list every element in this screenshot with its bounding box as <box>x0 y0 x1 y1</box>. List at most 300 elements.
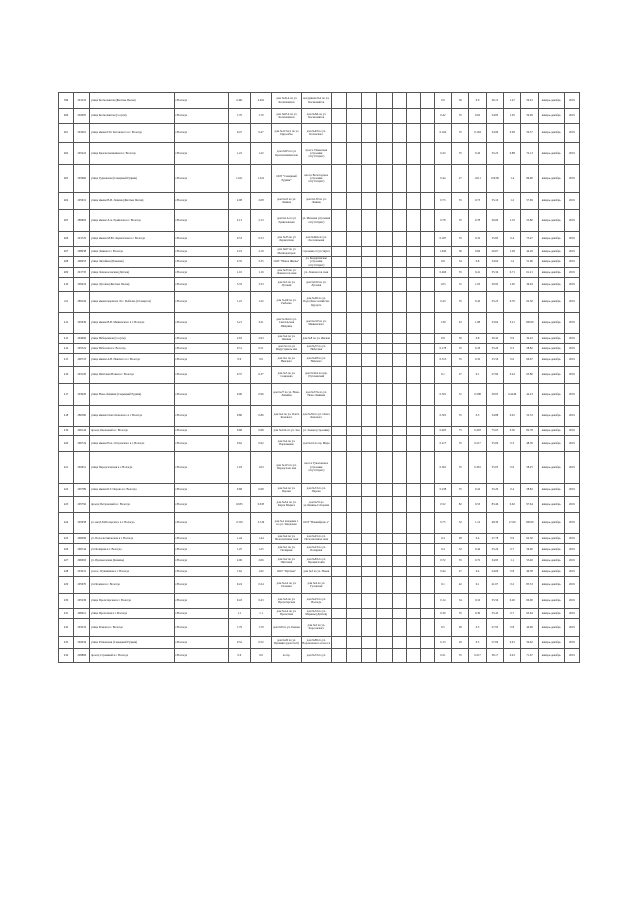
cell-empty <box>347 109 362 124</box>
cell-pct: 35.25 <box>486 143 503 165</box>
cell-empty <box>331 608 346 618</box>
cell-empty <box>392 124 406 143</box>
cell-period: январь-декабрь <box>538 512 564 533</box>
cell-city: г.Вологда <box>174 93 228 109</box>
cell-l1: 2.19 <box>229 247 251 257</box>
cell-b: 56.00 <box>521 543 538 555</box>
cell-b: 53.40 <box>521 555 538 566</box>
cell-city: г.Вологда <box>174 165 228 193</box>
cell-city: г.Вологда <box>174 648 228 662</box>
cell-s1: 27 <box>452 566 469 576</box>
cell-s2: 0.8 <box>469 257 486 268</box>
table-row <box>59 333 580 343</box>
cell-l1: 0.6 <box>229 648 251 662</box>
cell-year: 2019 <box>564 267 579 277</box>
cell-s2: 0.44 <box>469 543 486 555</box>
cell-from: дом №115А/1 по ул Царселбы <box>272 124 301 143</box>
cell-to: дом №3 по ул. Новая <box>301 566 331 576</box>
table-row <box>59 109 580 124</box>
table-row <box>59 636 580 648</box>
cell-empty <box>392 257 406 268</box>
cell-l1: 2.35 <box>229 257 251 268</box>
cell-empty <box>347 312 362 333</box>
cell-empty <box>377 576 392 593</box>
cell-l1: 0.635 <box>229 496 251 512</box>
cell-period: январь-декабрь <box>538 312 564 333</box>
cell-empty <box>406 93 420 109</box>
cell-period: январь-декабрь <box>538 618 564 636</box>
cell-b: 58.82 <box>521 343 538 353</box>
cell-empty <box>420 608 434 618</box>
cell-b: 52.33 <box>521 405 538 426</box>
cell-w: 0.361 <box>434 451 451 483</box>
cell-empty <box>331 483 346 496</box>
cell-empty <box>420 405 434 426</box>
cell-l2: 0.635 <box>250 496 272 512</box>
cell-empty <box>420 566 434 576</box>
cell-s2: 0.78 <box>469 210 486 232</box>
cell-b: 66.67 <box>521 353 538 366</box>
cell-empty <box>331 555 346 566</box>
cell-l2: 2.491 <box>250 93 272 109</box>
cell-w: 0.75 <box>434 512 451 533</box>
cell-empty <box>377 383 392 405</box>
cell-name: проезд Стремный в г. Вологда <box>90 648 174 662</box>
cell-from: дом №4 по ул. Ямская <box>272 333 301 343</box>
cell-b: 82.78 <box>521 426 538 435</box>
cell-code: 202005 <box>74 109 90 124</box>
cell-s2: 0.5 <box>469 618 486 636</box>
cell-name: ул.Полевая в г. Вологда <box>90 576 174 593</box>
cell-empty <box>420 366 434 383</box>
cell-pct: 35.34 <box>486 267 503 277</box>
cell-to: дом №45 по ул. Полоскотниче ская <box>301 533 331 543</box>
cell-empty <box>392 193 406 210</box>
cell-empty <box>406 451 420 483</box>
cell-period: январь-декабрь <box>538 451 564 483</box>
cell-from: дом №67 по ул Мелиораторов <box>272 247 301 257</box>
cell-l1: 0.43 <box>229 593 251 608</box>
table-row <box>59 405 580 426</box>
cell-empty <box>331 496 346 512</box>
cell-empty <box>331 648 346 662</box>
cell-l2: 0.37 <box>250 366 272 383</box>
cell-from: дом №33 по ул Ломоносов ская <box>272 267 301 277</box>
cell-b: 72.13 <box>521 143 538 165</box>
cell-name: улица Парадсловская в г. Вологда <box>90 451 174 483</box>
cell-n: 426 <box>59 543 74 555</box>
cell-empty <box>406 618 420 636</box>
cell-l1: 0.51 <box>229 343 251 353</box>
cell-s2: 0.43 <box>469 143 486 165</box>
cell-empty <box>377 109 392 124</box>
cell-empty <box>392 333 406 343</box>
cell-city: г.Вологда <box>174 636 228 648</box>
cell-from: дом №52А по ул. Зоя <box>272 426 301 435</box>
table-row <box>59 533 580 543</box>
cell-empty <box>406 512 420 533</box>
cell-s1: 28 <box>452 618 469 636</box>
cell-n: 412 <box>59 312 74 333</box>
cell-name: улица Космонавтов (Желтые Пески) <box>90 93 174 109</box>
cell-city: г.Вологда <box>174 555 228 566</box>
cell-empty <box>347 383 362 405</box>
cell-year: 2019 <box>564 618 579 636</box>
cell-empty <box>406 593 420 608</box>
cell-s1: 35 <box>452 291 469 312</box>
cell-city: г.Вологда <box>174 576 228 593</box>
cell-name: улица имени М.Ю. Лермонтова в г. Вологда <box>90 232 174 247</box>
cell-empty <box>331 533 346 543</box>
cell-s2: 0.217 <box>469 648 486 662</box>
cell-pct: 35.85 <box>486 232 503 247</box>
cell-l2: 1.611 <box>250 165 272 193</box>
cell-empty <box>347 333 362 343</box>
cell-pct: 41.67 <box>486 576 503 593</box>
cell-empty <box>392 353 406 366</box>
cell-n: 429 <box>59 576 74 593</box>
cell-empty <box>347 193 362 210</box>
cell-empty <box>392 277 406 291</box>
cell-empty <box>362 405 377 426</box>
cell-name: улица Ратковская (Сырецкий Рудник) <box>90 636 174 648</box>
cell-l2: 2.08 <box>250 193 272 210</box>
cell-b: 57.69 <box>521 193 538 210</box>
cell-n: 401 <box>59 124 74 143</box>
cell-n: 407 <box>59 247 74 257</box>
cell-empty <box>362 426 377 435</box>
cell-code: 203920 <box>74 383 90 405</box>
cell-empty <box>377 648 392 662</box>
cell-pct: 20.67 <box>486 247 503 257</box>
cell-s2: 0.84 <box>469 247 486 257</box>
cell-a: 3.21 <box>504 312 521 333</box>
cell-s1: 35 <box>452 555 469 566</box>
cell-w: 0.4 <box>434 543 451 555</box>
cell-empty <box>347 232 362 247</box>
cell-period: январь-декабрь <box>538 343 564 353</box>
cell-l2: 1.22 <box>250 143 272 165</box>
cell-to: дом №2 по ул. Херсонского <box>301 618 331 636</box>
cell-empty <box>331 566 346 576</box>
cell-s1: 75 <box>452 426 469 435</box>
cell-pct: 34.88 <box>486 405 503 426</box>
cell-a: 0.56 <box>504 426 521 435</box>
cell-empty <box>377 210 392 232</box>
cell-city: г.Вологда <box>174 257 228 268</box>
cell-empty <box>420 383 434 405</box>
cell-to: дом №210 по ул. Маяковского <box>301 312 331 333</box>
cell-w: 0.301 <box>434 383 451 405</box>
cell-code: 296744 <box>74 543 90 555</box>
cell-empty <box>331 426 346 435</box>
cell-b: 100.00 <box>521 512 538 533</box>
cell-s1: 35 <box>452 608 469 618</box>
cell-name: улица имени В.В. Маяковского в г. Вологда <box>90 312 174 333</box>
cell-period: январь-декабрь <box>538 576 564 593</box>
table-row <box>59 555 580 566</box>
cell-period: январь-декабрь <box>538 636 564 648</box>
cell-to: дом №83 по ул. Промысловая <box>301 555 331 566</box>
cell-code: 205658 <box>74 512 90 533</box>
cell-empty <box>377 543 392 555</box>
cell-l2: 0.6 <box>250 648 272 662</box>
cell-b: 59.62 <box>521 636 538 648</box>
cell-period: январь-декабрь <box>538 543 564 555</box>
cell-l1: 3.21 <box>229 312 251 333</box>
cell-empty <box>392 366 406 383</box>
table-row <box>59 496 580 512</box>
cell-pct: 34.99 <box>486 124 503 143</box>
cell-empty <box>377 312 392 333</box>
cell-n: 416 <box>59 366 74 383</box>
cell-empty <box>406 267 420 277</box>
cell-l1: 0.68 <box>229 483 251 496</box>
cell-empty <box>362 566 377 576</box>
cell-w: 1.39 <box>434 312 451 333</box>
cell-a: 0.7 <box>504 608 521 618</box>
cell-pct: 36.00 <box>486 210 503 232</box>
cell-pct: 34.95 <box>486 555 503 566</box>
cell-period: январь-декабрь <box>538 124 564 143</box>
cell-from: дом №4 по ул. Полоскотниче ская <box>272 533 301 543</box>
cell-empty <box>377 451 392 483</box>
table-row <box>59 593 580 608</box>
cell-empty <box>347 257 362 268</box>
road-register-table <box>58 92 580 663</box>
cell-name: улица Луговая (Желтые Пески) <box>90 277 174 291</box>
cell-year: 2019 <box>564 343 579 353</box>
cell-empty <box>406 496 420 512</box>
cell-b: 44.69 <box>521 618 538 636</box>
cell-w: 0.9 <box>434 93 451 109</box>
cell-empty <box>420 93 434 109</box>
cell-b: 75.47 <box>521 232 538 247</box>
cell-empty <box>331 593 346 608</box>
cell-city: г.Вологда <box>174 426 228 435</box>
cell-a: 0.2 <box>504 576 521 593</box>
cell-empty <box>347 143 362 165</box>
cell-empty <box>392 648 406 662</box>
cell-empty <box>420 483 434 496</box>
cell-empty <box>347 636 362 648</box>
cell-empty <box>420 124 434 143</box>
cell-empty <box>331 451 346 483</box>
cell-city: г.Вологда <box>174 618 228 636</box>
cell-empty <box>331 636 346 648</box>
cell-n: 421 <box>59 451 74 483</box>
cell-s2: 0.403 <box>469 426 486 435</box>
cell-empty <box>406 247 420 257</box>
cell-b: 71.67 <box>521 648 538 662</box>
cell-a: 1.20 <box>504 277 521 291</box>
cell-empty <box>406 555 420 566</box>
cell-empty <box>347 210 362 232</box>
cell-empty <box>362 165 377 193</box>
cell-n: 399 <box>59 93 74 109</box>
cell-pct: 83.46 <box>486 496 503 512</box>
cell-b: 55.86 <box>521 210 538 232</box>
cell-n: 430 <box>59 593 74 608</box>
cell-w: 0.43 <box>434 291 451 312</box>
cell-city: г.Вологда <box>174 435 228 451</box>
cell-year: 2019 <box>564 576 579 593</box>
cell-pct: 35.05 <box>486 451 503 483</box>
cell-from: дом №1А по ул. Пролетная <box>272 608 301 618</box>
cell-s2: 0.217 <box>469 435 486 451</box>
cell-l2: 0.51 <box>250 343 272 353</box>
cell-empty <box>392 496 406 512</box>
cell-empty <box>406 435 420 451</box>
cell-code: 298038 <box>74 247 90 257</box>
cell-empty <box>392 543 406 555</box>
cell-w: 0.238 <box>434 483 451 496</box>
cell-empty <box>347 593 362 608</box>
cell-l2: 2.63 <box>250 333 272 343</box>
cell-year: 2019 <box>564 193 579 210</box>
cell-year: 2019 <box>564 426 579 435</box>
cell-l2: 2.319 <box>250 512 272 533</box>
cell-city: г.Вологда <box>174 343 228 353</box>
table-row <box>59 93 580 109</box>
cell-l1: 1.16 <box>229 267 251 277</box>
cell-l1: 0.53 <box>229 232 251 247</box>
cell-pct: 34.83 <box>486 109 503 124</box>
cell-s2: 0.43 <box>469 291 486 312</box>
cell-a: 0.88 <box>504 143 521 165</box>
cell-s1: 31 <box>452 383 469 405</box>
cell-city: г.Вологда <box>174 383 228 405</box>
cell-pct: 30.63 <box>486 383 503 405</box>
cell-year: 2019 <box>564 109 579 124</box>
table-row <box>59 435 580 451</box>
cell-empty <box>392 343 406 353</box>
cell-empty <box>347 366 362 383</box>
cell-period: январь-декабрь <box>538 593 564 608</box>
cell-pct: 24.69 <box>486 566 503 576</box>
cell-pct: 27.84 <box>486 366 503 383</box>
cell-pct: 35.00 <box>486 435 503 451</box>
cell-year: 2019 <box>564 257 579 268</box>
cell-empty <box>362 109 377 124</box>
table-row <box>59 267 580 277</box>
cell-empty <box>420 109 434 124</box>
cell-year: 2019 <box>564 512 579 533</box>
cell-empty <box>377 636 392 648</box>
cell-pct: 36.17 <box>486 648 503 662</box>
cell-l1: 1.62 <box>229 566 251 576</box>
cell-n: 403 <box>59 165 74 193</box>
cell-name: улица Космонавтов (Сосули) <box>90 109 174 124</box>
cell-year: 2019 <box>564 312 579 333</box>
cell-year: 2019 <box>564 124 579 143</box>
cell-empty <box>406 353 420 366</box>
cell-city: г.Вологда <box>174 291 228 312</box>
cell-w: 0.72 <box>434 555 451 566</box>
cell-s1: 35 <box>452 124 469 143</box>
cell-a: 0.3 <box>504 435 521 451</box>
cell-to: дом №59 по ул. Олега Конового <box>301 405 331 426</box>
cell-s2: 0.32 <box>469 353 486 366</box>
cell-from: дом №2 по ул. Олега Конового <box>272 405 301 426</box>
cell-empty <box>420 143 434 165</box>
cell-city: г.Вологда <box>174 405 228 426</box>
cell-year: 2019 <box>564 366 579 383</box>
cell-b: 59.57 <box>521 124 538 143</box>
cell-s1: 27 <box>452 366 469 383</box>
cell-year: 2019 <box>564 566 579 576</box>
cell-b: 100.00 <box>521 312 538 333</box>
cell-period: январь-декабрь <box>538 555 564 566</box>
cell-empty <box>347 165 362 193</box>
cell-year: 2019 <box>564 435 579 451</box>
cell-from: дом №8/5 по ул Краснознамен ная <box>272 143 301 165</box>
cell-w: 0.73 <box>434 193 451 210</box>
cell-s1: 35 <box>452 210 469 232</box>
cell-from: дом №67А по ул Космонавтов <box>272 109 301 124</box>
cell-year: 2019 <box>564 405 579 426</box>
cell-n: 423 <box>59 496 74 512</box>
cell-year: 2019 <box>564 533 579 543</box>
table-row <box>59 291 580 312</box>
cell-s1: 35 <box>452 232 469 247</box>
cell-name: улица Левина в г. Вологда <box>90 247 174 257</box>
cell-period: январь-декабрь <box>538 257 564 268</box>
cell-b: 58.25 <box>521 451 538 483</box>
cell-empty <box>392 93 406 109</box>
cell-pct: 48.30 <box>486 512 503 533</box>
cell-empty <box>392 636 406 648</box>
cell-empty <box>406 343 420 353</box>
cell-empty <box>347 124 362 143</box>
cell-empty <box>420 257 434 268</box>
cell-n: 431 <box>59 608 74 618</box>
cell-period: январь-декабрь <box>538 353 564 366</box>
cell-to: дом №16 по пр. Мира <box>301 435 331 451</box>
cell-period: январь-декабрь <box>538 435 564 451</box>
cell-empty <box>331 277 346 291</box>
cell-b: 44.29 <box>521 247 538 257</box>
cell-empty <box>347 576 362 593</box>
cell-empty <box>406 124 420 143</box>
cell-to: дом №23 по ул. Полярная <box>301 543 331 555</box>
cell-city: г.Вологда <box>174 353 228 366</box>
cell-empty <box>331 543 346 555</box>
table-row <box>59 343 580 353</box>
cell-code: 209866 <box>74 648 90 662</box>
cell-empty <box>362 366 377 383</box>
cell-empty <box>362 291 377 312</box>
cell-year: 2019 <box>564 277 579 291</box>
cell-code: 201210 <box>74 93 90 109</box>
cell-empty <box>362 312 377 333</box>
cell-empty <box>406 576 420 593</box>
cell-pct: 30.42 <box>486 333 503 343</box>
cell-city: г.Вологда <box>174 193 228 210</box>
cell-empty <box>406 533 420 543</box>
cell-a: 1.2 <box>504 193 521 210</box>
cell-name: улица имени маршала Л.С. Рыбалко (10 квартал) <box>90 291 174 312</box>
cell-to: дом №55 по ул.Ленинь-Соборная <box>301 496 331 512</box>
cell-from: дом №22 по ул. Ленина <box>272 193 301 210</box>
cell-s2: 0.1 <box>469 576 486 593</box>
cell-empty <box>347 291 362 312</box>
cell-l1: 3.33 <box>229 277 251 291</box>
cell-empty <box>377 366 392 383</box>
cell-l1: 1.25 <box>229 543 251 555</box>
table-row <box>59 483 580 496</box>
cell-n: 413 <box>59 333 74 343</box>
